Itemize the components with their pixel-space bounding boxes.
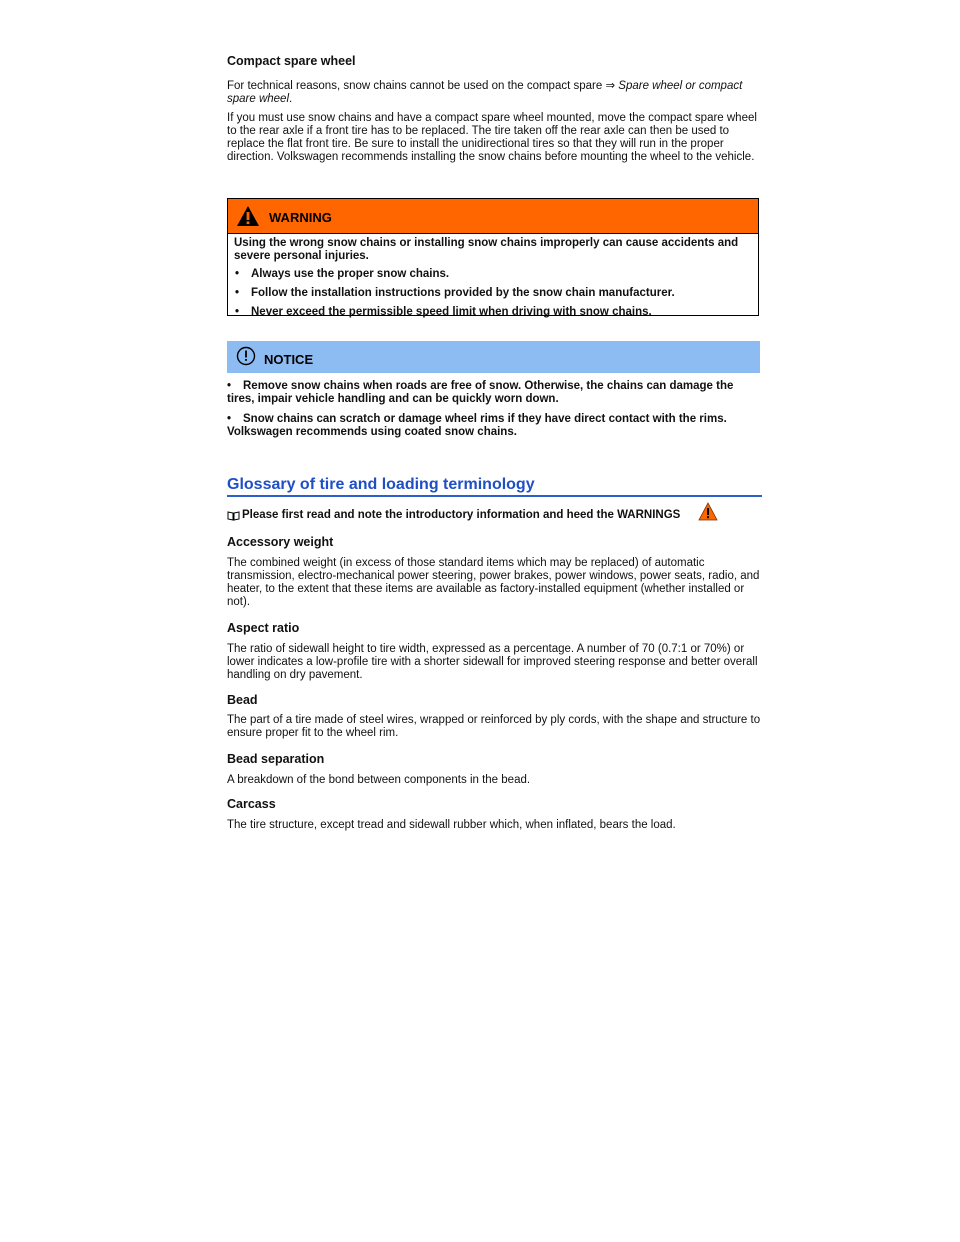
glossary-term: Bead separation: [227, 752, 325, 766]
warning-box: [227, 198, 759, 316]
notice-label: NOTICE: [264, 352, 314, 367]
p1-end: .: [289, 93, 293, 105]
glossary-intro-text: Please first read and note the introductory information and heed the WARNINGS: [242, 509, 681, 521]
warning-triangle-icon[interactable]: [698, 502, 718, 521]
glossary-term: Accessory weight: [227, 535, 334, 549]
notice-header: [227, 341, 760, 373]
glossary-definition: The ratio of sidewall height to tire width, expressed as a percentage. A number of 70 (0.7:1 or 70%) or lower indicates a low-profile tire with a shorter sidewall for improved steering response and better overall handling on dry pavement.: [227, 643, 758, 681]
warning-body: [228, 237, 758, 319]
book-icon: [227, 510, 240, 521]
glossary-title: Glossary of tire and loading terminology: [227, 476, 535, 493]
spare-wheel-link[interactable]: Spare wheel or compact spare wheel: [227, 80, 743, 105]
warning-header: [228, 199, 758, 234]
compact-spare-paragraph-2: If you must use snow chains and have a compact spare wheel mounted, move the compact spare wheel to the rear axle if a front tire has to be replaced. The tire taken off the rear axle can then be used to replace the flat front tire. Be sure to install the unidirectional tires so that they will run in the proper direction. Volkswagen recommends installing the snow chains before mounting the wheel to the vehicle.: [227, 112, 757, 163]
glossary-term: Aspect ratio: [227, 621, 300, 635]
compact-spare-paragraph-1: [227, 80, 761, 106]
warning-triangle-icon: [236, 205, 260, 227]
glossary-term: Carcass: [227, 797, 276, 811]
glossary-term: Bead: [227, 693, 258, 707]
warning-item: • Always use the proper snow chains.: [235, 268, 450, 280]
notice-item: • Snow chains can scratch or damage wheel rims if they have direct contact with the rims. Volkswagen recommends using coated snow chains.: [227, 413, 727, 438]
glossary-definition: The part of a tire made of steel wires, wrapped or reinforced by ply cords, with the shape and structure to ensure proper fit to the wheel rim.: [227, 714, 761, 739]
warning-item: • Follow the installation instructions provided by the snow chain manufacturer.: [235, 287, 675, 299]
glossary-definition: The tire structure, except tread and sidewall rubber which, when inflated, bears the load.: [227, 819, 676, 831]
glossary-definition: A breakdown of the bond between components in the bead.: [227, 774, 531, 786]
notice-item: • Remove snow chains when roads are free of snow. Otherwise, the chains can damage the tires, impair vehicle handling and can be quickly worn down.: [227, 380, 734, 405]
warning-label: WARNING: [269, 210, 332, 225]
p1-text: For technical reasons, snow chains cannot be used on the compact spare ⇒: [227, 80, 619, 92]
glossary-definition: The combined weight (in excess of those standard items which may be replaced) of automatic transmission, electro-mechanical power steering, power brakes, power windows, power seats, radio, and heater, to the extent that these items are available as factory-installed equipment (whether installed or not).: [227, 557, 760, 608]
warning-intro: Using the wrong snow chains or installing snow chains improperly can cause accidents and severe personal injuries.: [234, 237, 739, 262]
glossary-divider: [227, 495, 762, 497]
compact-spare-heading: Compact spare wheel: [227, 54, 356, 68]
notice-exclamation-icon: [236, 346, 256, 366]
warning-item: • Never exceed the permissible speed limit when driving with snow chains.: [235, 306, 652, 318]
